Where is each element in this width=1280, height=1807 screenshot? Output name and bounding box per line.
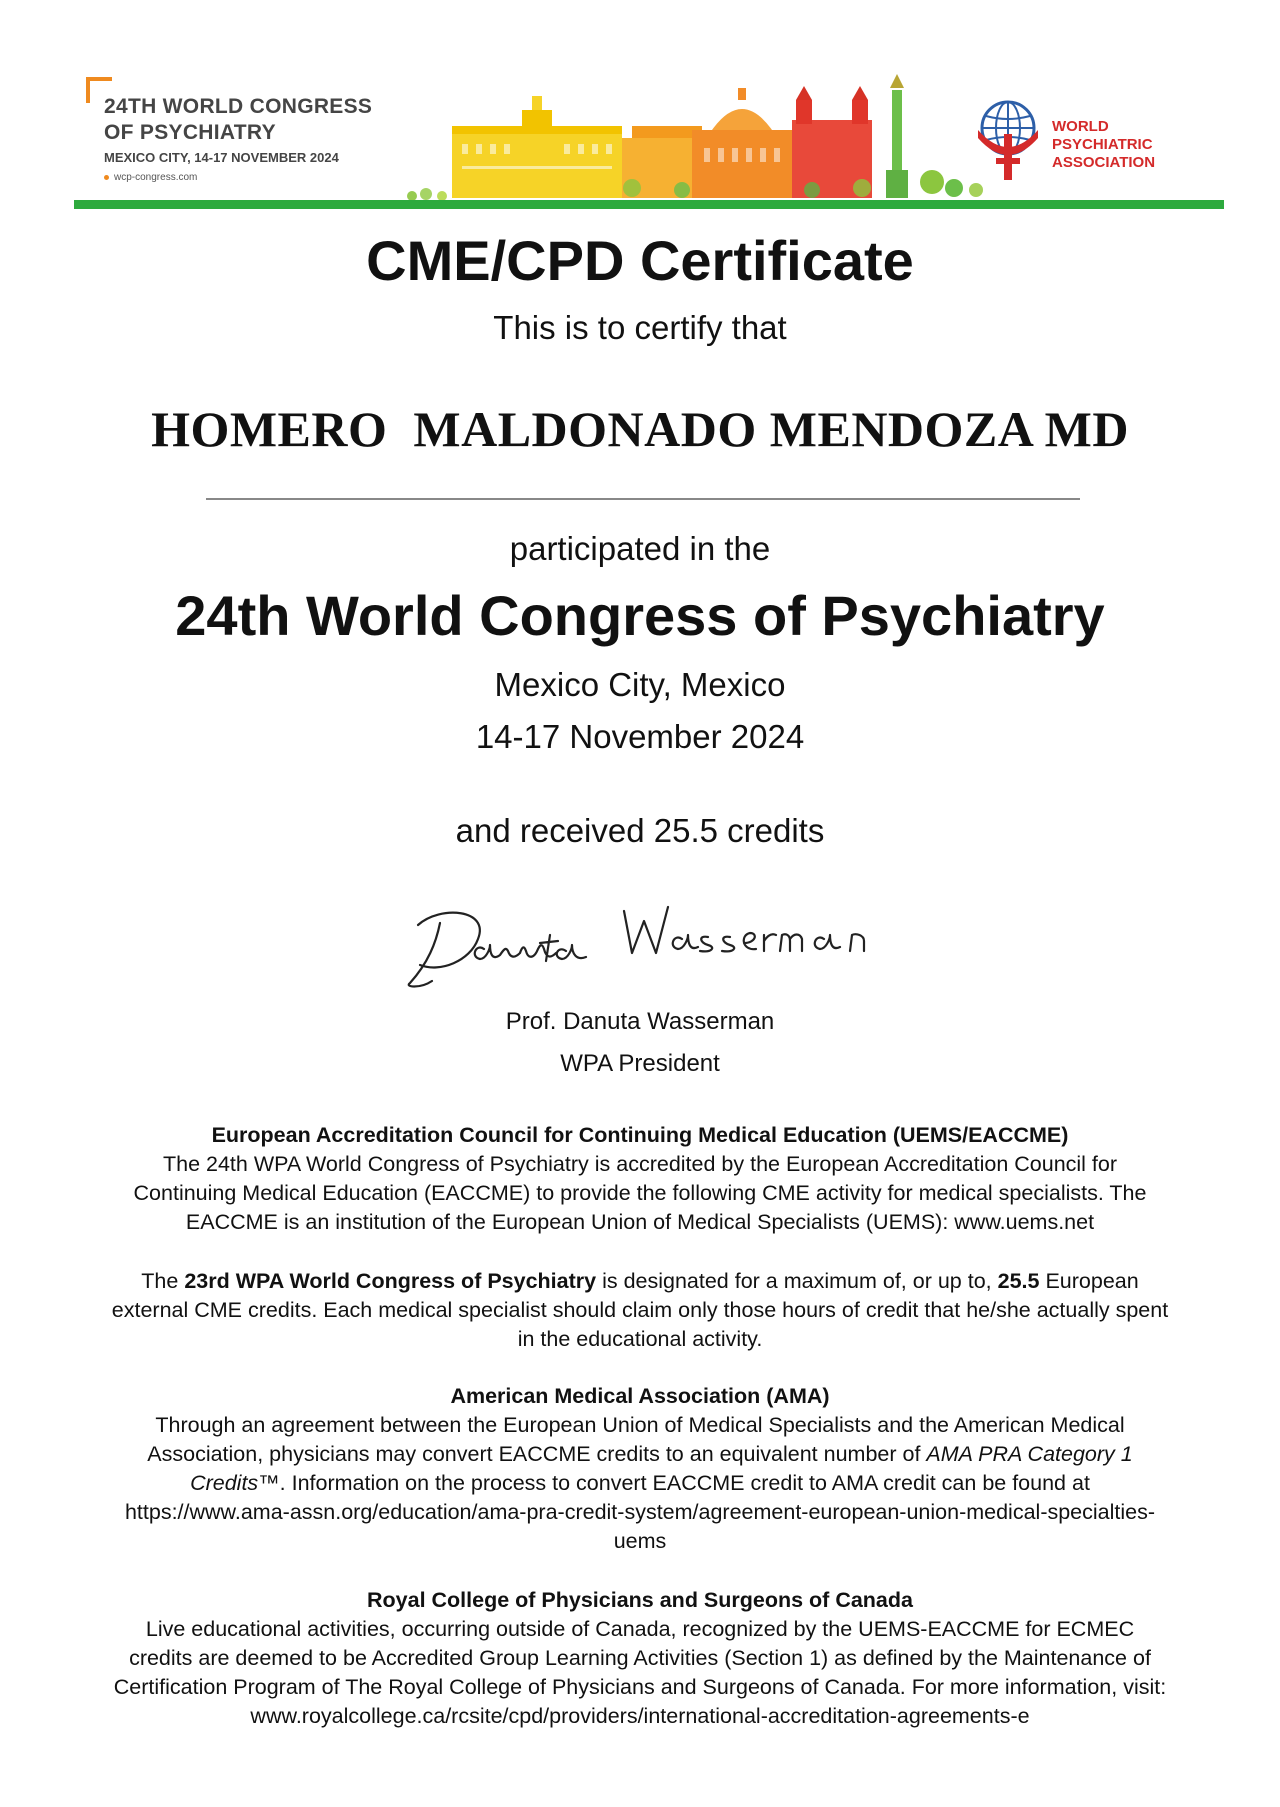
- mexico-city-skyline-illustration: [392, 70, 1012, 206]
- eaccme-line-2: Continuing Medical Education (EACCME) to provide the following CME activity for medical specialists. The: [133, 1181, 1147, 1205]
- wpa-logo-line3: ASSOCIATION: [1052, 154, 1156, 171]
- name-underline: [206, 498, 1080, 500]
- ama-line-1: Through an agreement between the European Union of Medical Specialists and the American Medical: [155, 1413, 1125, 1437]
- ama-text: . Information on the process to convert EACCME credit to AMA credit can be found at: [279, 1471, 1090, 1495]
- designation-line-2: external CME credits. Each medical specialist should claim only those hours of credit that he/she actually spent: [111, 1298, 1169, 1322]
- congress-website-text: wcp-congress.com: [114, 172, 198, 183]
- signatory-name: Prof. Danuta Wasserman: [505, 1008, 775, 1035]
- rcpsc-heading: Royal College of Physicians and Surgeons of Canada: [367, 1588, 913, 1612]
- designation-line-3: in the educational activity.: [517, 1327, 763, 1351]
- designation-line-1: [0, 1267, 1280, 1296]
- eaccme-line-1: The 24th WPA World Congress of Psychiatry is accredited by the European Accreditation Council for: [162, 1152, 1118, 1176]
- certificate-header: [74, 70, 1224, 210]
- ama-url-line: https://www.ama-assn.org/education/ama-pra-credit-system/agreement-european-union-medical-specialties-: [124, 1500, 1156, 1524]
- designation-section: [0, 1267, 1280, 1354]
- designation-text: The: [141, 1269, 185, 1293]
- rcpsc-section: [0, 1586, 1280, 1731]
- rcpsc-line-2: credits are deemed to be Accredited Group Learning Activities (Section 1) as defined by the Maintenance of: [129, 1646, 1151, 1670]
- designation-text: European: [1039, 1269, 1139, 1293]
- wpa-logo-line1: WORLD: [1052, 118, 1109, 135]
- congress-logo-line2: OF PSYCHIATRY: [104, 121, 276, 144]
- congress-logo-line1: 24TH WORLD CONGRESS: [104, 95, 373, 118]
- rcpsc-line-1: Live educational activities, occurring outside of Canada, recognized by the UEMS-EACCME for ECMEC: [145, 1617, 1135, 1641]
- header-divider-bar: [74, 200, 1224, 209]
- event-name: 24th World Congress of Psychiatry: [175, 584, 1105, 647]
- ama-section: [0, 1382, 1280, 1556]
- ama-line-2: [0, 1440, 1280, 1469]
- bullet-dot-icon: [104, 175, 109, 180]
- participated-text: participated in the: [509, 530, 771, 567]
- handwritten-signature: [380, 895, 900, 995]
- congress-logo-website: [104, 172, 372, 183]
- eaccme-section: [0, 1121, 1280, 1237]
- ama-credits-text: Credits™: [190, 1471, 280, 1495]
- ama-text: Association, physicians may convert EACCME credits to an equivalent number of: [147, 1442, 927, 1466]
- wpa-logo-line2: PSYCHIATRIC: [1052, 136, 1153, 153]
- eaccme-line-3: EACCME is an institution of the European Union of Medical Specialists (UEMS): www.uems.net: [185, 1210, 1095, 1234]
- wpa-logo-text: [1052, 118, 1155, 172]
- designation-text: is designated for a maximum of, or up to,: [596, 1269, 998, 1293]
- wpa-globe-icon: [968, 94, 1048, 184]
- congress-logo: [104, 94, 372, 183]
- rcpsc-line-3: Certification Program of The Royal College of Physicians and Surgeons of Canada. For more information, visit:: [113, 1675, 1167, 1699]
- ama-line-3: [0, 1469, 1280, 1498]
- ama-category-text: AMA PRA Category 1: [926, 1442, 1133, 1466]
- credits-received: and received 25.5 credits: [455, 812, 825, 849]
- ama-heading: American Medical Association (AMA): [450, 1384, 830, 1408]
- designation-credits-value: 25.5: [997, 1269, 1040, 1293]
- congress-logo-dates: MEXICO CITY, 14-17 NOVEMBER 2024: [104, 150, 339, 165]
- ama-url-line-end: uems: [613, 1529, 667, 1553]
- rcpsc-url-line: www.royalcollege.ca/rcsite/cpd/providers/international-accreditation-agreements-e: [250, 1704, 1030, 1728]
- event-dates: 14-17 November 2024: [475, 718, 805, 755]
- certificate-title: CME/CPD Certificate: [366, 229, 914, 292]
- signatory-role: WPA President: [560, 1050, 720, 1077]
- designation-congress-name: 23rd WPA World Congress of Psychiatry: [184, 1269, 597, 1293]
- recipient-name: HOMERO MALDONADO MENDOZA MD: [151, 401, 1129, 457]
- eaccme-heading: European Accreditation Council for Continuing Medical Education (UEMS/EACCME): [211, 1123, 1069, 1147]
- event-location: Mexico City, Mexico: [494, 666, 786, 703]
- certify-text: This is to certify that: [493, 309, 787, 346]
- wpa-logo: [968, 94, 1238, 184]
